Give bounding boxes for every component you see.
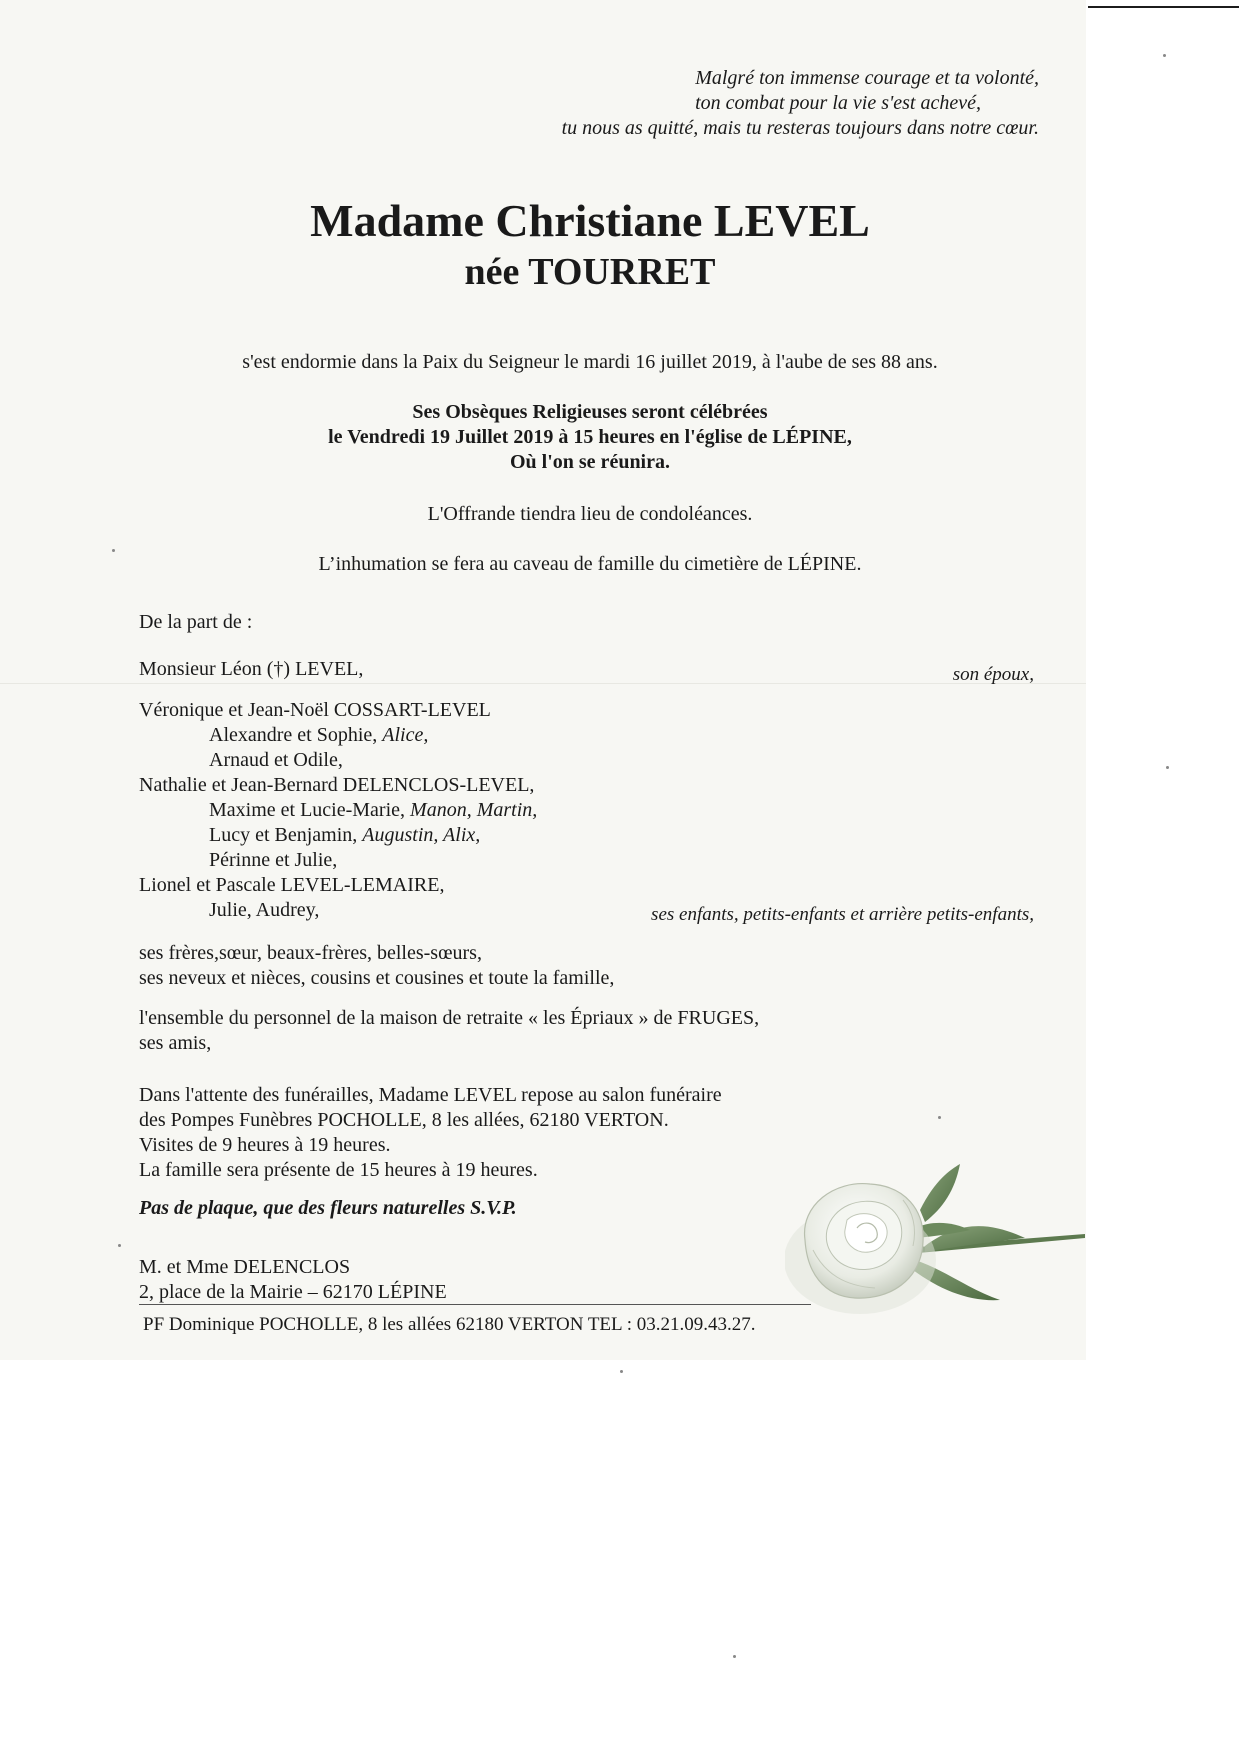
child-line-text: Maxime et Lucie-Marie, bbox=[209, 799, 411, 821]
flowers-note: Pas de plaque, que des fleurs naturelles S.V.P. bbox=[139, 1197, 517, 1219]
staff-line: ses amis, bbox=[139, 1032, 212, 1054]
scan-speck bbox=[620, 1370, 623, 1373]
child-line bbox=[139, 873, 537, 898]
siblings-block bbox=[139, 941, 614, 991]
epigraph-line: Malgré ton immense courage et ta volonté, bbox=[695, 67, 1039, 89]
address-line: 2, place de la Mairie – 62170 LÉPINE bbox=[139, 1281, 447, 1303]
epigraph-line: ton combat pour la vie s'est achevé, bbox=[695, 92, 981, 114]
child-line-text: Véronique et Jean-Noël COSSART-LEVEL bbox=[139, 699, 491, 721]
child-line-grandchildren: Augustin, Alix, bbox=[362, 824, 481, 846]
child-line-text: Julie, Audrey, bbox=[209, 899, 320, 921]
ceremony-line: Ses Obsèques Religieuses seront célébrées bbox=[412, 401, 768, 423]
children-relation: ses enfants, petits-enfants et arrière petits-enfants, bbox=[651, 904, 1034, 925]
scan-speck bbox=[118, 1244, 121, 1247]
burial-note: L’inhumation se fera au caveau de famille du cimetière de LÉPINE. bbox=[318, 553, 862, 575]
visitation-line: Dans l'attente des funérailles, Madame LEVEL repose au salon funéraire bbox=[139, 1084, 722, 1106]
staff-block bbox=[139, 1006, 759, 1056]
scan-speck bbox=[112, 549, 115, 552]
announcement: s'est endormie dans la Paix du Seigneur le mardi 16 juillet 2019, à l'aube de ses 88 ans. bbox=[242, 351, 938, 373]
child-line-grandchildren: Manon, Martin, bbox=[410, 799, 538, 821]
fold-line bbox=[0, 683, 1086, 684]
from-label: De la part de : bbox=[139, 611, 253, 633]
child-line-text: Lionel et Pascale LEVEL-LEMAIRE, bbox=[139, 874, 445, 896]
spouse-name: Monsieur Léon (†) LEVEL, bbox=[139, 658, 364, 680]
scan-speck bbox=[1166, 766, 1169, 769]
child-line-text: Lucy et Benjamin, bbox=[209, 824, 363, 846]
scan-edge-rule bbox=[1088, 6, 1239, 8]
child-line-text: Alexandre et Sophie, bbox=[209, 724, 383, 746]
child-line-text: Arnaud et Odile, bbox=[209, 749, 343, 771]
scan-speck bbox=[1163, 54, 1166, 57]
ceremony-block bbox=[0, 400, 1180, 475]
child-line bbox=[139, 698, 537, 723]
child-line-text: Nathalie et Jean-Bernard DELENCLOS-LEVEL, bbox=[139, 774, 535, 796]
child-line bbox=[139, 848, 537, 873]
child-line-text: Périnne et Julie, bbox=[209, 849, 338, 871]
child-line bbox=[139, 748, 537, 773]
child-line bbox=[139, 823, 537, 848]
epigraph-line: tu nous as quitté, mais tu resteras toujours dans notre cœur. bbox=[561, 117, 1039, 139]
visitation-line: Visites de 9 heures à 19 heures. bbox=[139, 1134, 391, 1156]
footer-rule bbox=[139, 1304, 811, 1305]
funeral-home-footer: PF Dominique POCHOLLE, 8 les allées 62180 VERTON TEL : 03.21.09.43.27. bbox=[143, 1314, 756, 1335]
children-list bbox=[139, 698, 537, 923]
ceremony-line: le Vendredi 19 Juillet 2019 à 15 heures en l'église de LÉPINE, bbox=[328, 426, 852, 448]
epigraph bbox=[562, 66, 1039, 141]
visitation-line: des Pompes Funèbres POCHOLLE, 8 les allées, 62180 VERTON. bbox=[139, 1109, 669, 1131]
ceremony-line: Où l'on se réunira. bbox=[509, 451, 670, 473]
child-line bbox=[139, 773, 537, 798]
address-block bbox=[139, 1255, 447, 1305]
address-line: M. et Mme DELENCLOS bbox=[139, 1256, 351, 1278]
siblings-line: ses frères,sœur, beaux-frères, belles-sœurs, bbox=[139, 942, 482, 964]
visitation-line: La famille sera présente de 15 heures à 19 heures. bbox=[139, 1159, 538, 1181]
child-line bbox=[139, 898, 537, 923]
child-line bbox=[139, 798, 537, 823]
deceased-name: Madame Christiane LEVEL bbox=[310, 195, 870, 246]
child-line-grandchildren: Alice, bbox=[382, 724, 429, 746]
staff-line: l'ensemble du personnel de la maison de retraite « les Épriaux » de FRUGES, bbox=[139, 1007, 760, 1029]
white-rose-icon bbox=[785, 1150, 1085, 1320]
maiden-name: née TOURRET bbox=[464, 251, 716, 293]
child-line bbox=[139, 723, 537, 748]
siblings-line: ses neveux et nièces, cousins et cousines et toute la famille, bbox=[139, 967, 615, 989]
offering-note: L'Offrande tiendra lieu de condoléances. bbox=[427, 503, 753, 525]
scan-speck bbox=[733, 1655, 736, 1658]
visitation-block bbox=[139, 1083, 722, 1183]
spouse-relation: son époux, bbox=[952, 664, 1034, 685]
scan-speck bbox=[938, 1116, 941, 1119]
